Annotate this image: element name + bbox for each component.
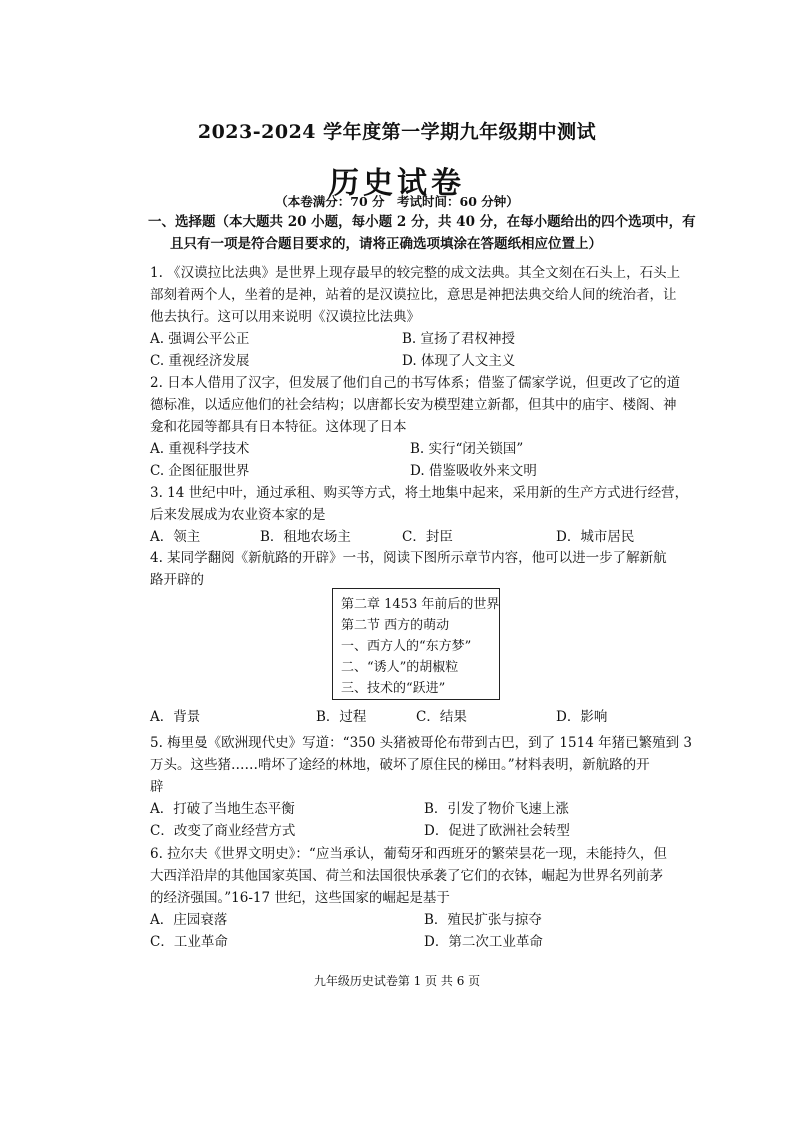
q3-option-d: D．城市居民 bbox=[556, 529, 635, 545]
q4-option-a: A．背景 bbox=[150, 709, 201, 725]
chapter-box-line: 二、“诱人”的胡椒粒 bbox=[341, 660, 459, 675]
q2-line1: 2. 日本人借用了汉字，但发展了他们自己的书写体系；借鉴了儒家学说，但更改了它的道 bbox=[150, 375, 681, 391]
q3-option-a: A．领主 bbox=[150, 529, 201, 545]
q2-option-d: D. 借鉴吸收外来文明 bbox=[410, 463, 537, 479]
q5-option-d: D．促进了欧洲社会转型 bbox=[424, 823, 570, 839]
q1-line3: 他去执行。这可以用来说明《汉谟拉比法典》 bbox=[150, 309, 420, 325]
section-heading-line1: 一、选择题（本大题共 20 小题，每小题 2 分，共 40 分，在每小题给出的四个选项中，有 bbox=[148, 214, 696, 230]
subject-title: 历史试卷 bbox=[329, 166, 465, 201]
q4-line2: 路开辟的 bbox=[150, 572, 204, 588]
section-heading-line2: 且只有一项是符合题目要求的，请将正确选项填涂在答题纸相应位置上） bbox=[170, 236, 602, 252]
q5-line1: 5. 梅里曼《欧洲现代史》写道：“350 头猪被哥伦布带到古巴，到了 1514 年猪已繁殖到 3 bbox=[150, 735, 692, 751]
q2-option-c: C. 企图征服世界 bbox=[150, 463, 250, 479]
q1-line2: 部刻着两个人，坐着的是神，站着的是汉谟拉比，意思是神把法典交给人间的统治者，让 bbox=[150, 287, 677, 303]
q3-line2: 后来发展成为农业资本家的是 bbox=[150, 507, 326, 523]
q4-option-c: C．结果 bbox=[416, 709, 467, 725]
q6-line3: 的经济强国。”16-17 世纪，这些国家的崛起是基于 bbox=[150, 890, 450, 906]
exam-title: 2023-2024 学年度第一学期九年级期中测试 bbox=[197, 121, 597, 143]
q3-line1: 3. 14 世纪中叶，通过承租、购买等方式，将土地集中起来，采用新的生产方式进行经营， bbox=[150, 485, 689, 501]
q4-option-d: D．影响 bbox=[556, 709, 608, 725]
q6-option-c: C．工业革命 bbox=[150, 934, 228, 950]
q6-line1: 6. 拉尔夫《世界文明史》：“应当承认，葡萄牙和西班牙的繁荣昙花一现，未能持久，但 bbox=[150, 846, 667, 862]
exam-meta: （本卷满分：70 分 考试时间：60 分钟） bbox=[275, 194, 519, 209]
q5-line2: 万头。这些猪……啃坏了途经的林地，破坏了原住民的梯田。”材料表明，新航路的开 bbox=[150, 757, 650, 773]
q4-option-b: B．过程 bbox=[316, 709, 367, 725]
q6-option-a: A．庄园衰落 bbox=[150, 912, 228, 928]
q1-line1: 1. 《汉谟拉比法典》是世界上现存最早的较完整的成文法典。其全文刻在石头上，石头上 bbox=[150, 265, 681, 281]
q5-option-b: B．引发了物价飞速上涨 bbox=[424, 801, 569, 817]
q5-line3: 辟 bbox=[150, 779, 164, 795]
chapter-box-line: 一、西方人的“东方梦” bbox=[341, 639, 472, 654]
q2-line2: 德标准，以适应他们的社会结构；以唐都长安为模型建立新都，但其中的庙宇、楼阁、神 bbox=[150, 397, 677, 413]
q5-option-a: A．打破了当地生态平衡 bbox=[150, 801, 295, 817]
q6-option-b: B．殖民扩张与掠夺 bbox=[424, 912, 542, 928]
q1-option-b: B. 宣扬了君权神授 bbox=[402, 331, 516, 347]
page-footer: 九年级历史试卷第 1 页 共 6 页 bbox=[313, 974, 481, 988]
q4-line1: 4. 某同学翻阅《新航路的开辟》一书，阅读下图所示章节内容，他可以进一步了解新航 bbox=[150, 550, 667, 566]
q3-option-b: B．租地农场主 bbox=[260, 529, 351, 545]
q1-option-a: A. 强调公平公正 bbox=[150, 331, 250, 347]
q3-option-c: C．封臣 bbox=[402, 529, 453, 545]
q6-option-d: D．第二次工业革命 bbox=[424, 934, 543, 950]
chapter-box-line: 第二节 西方的萌动 bbox=[341, 618, 450, 633]
chapter-box-line: 第二章 1453 年前后的世界 bbox=[341, 597, 500, 612]
q2-line3: 龛和花园等都具有日本特征。这体现了日本 bbox=[150, 419, 407, 435]
q2-option-a: A. 重视科学技术 bbox=[150, 441, 250, 457]
q2-option-b: B. 实行“闭关锁国” bbox=[410, 441, 524, 457]
q5-option-c: C．改变了商业经营方式 bbox=[150, 823, 296, 839]
chapter-box bbox=[332, 588, 500, 700]
q6-line2: 大西洋沿岸的其他国家英国、荷兰和法国很快承袭了它们的衣钵，崛起为世界名列前茅 bbox=[150, 868, 663, 884]
chapter-box-line: 三、技术的“跃进” bbox=[341, 681, 446, 696]
q1-option-c: C. 重视经济发展 bbox=[150, 353, 250, 369]
q1-option-d: D. 体现了人文主义 bbox=[402, 353, 516, 369]
